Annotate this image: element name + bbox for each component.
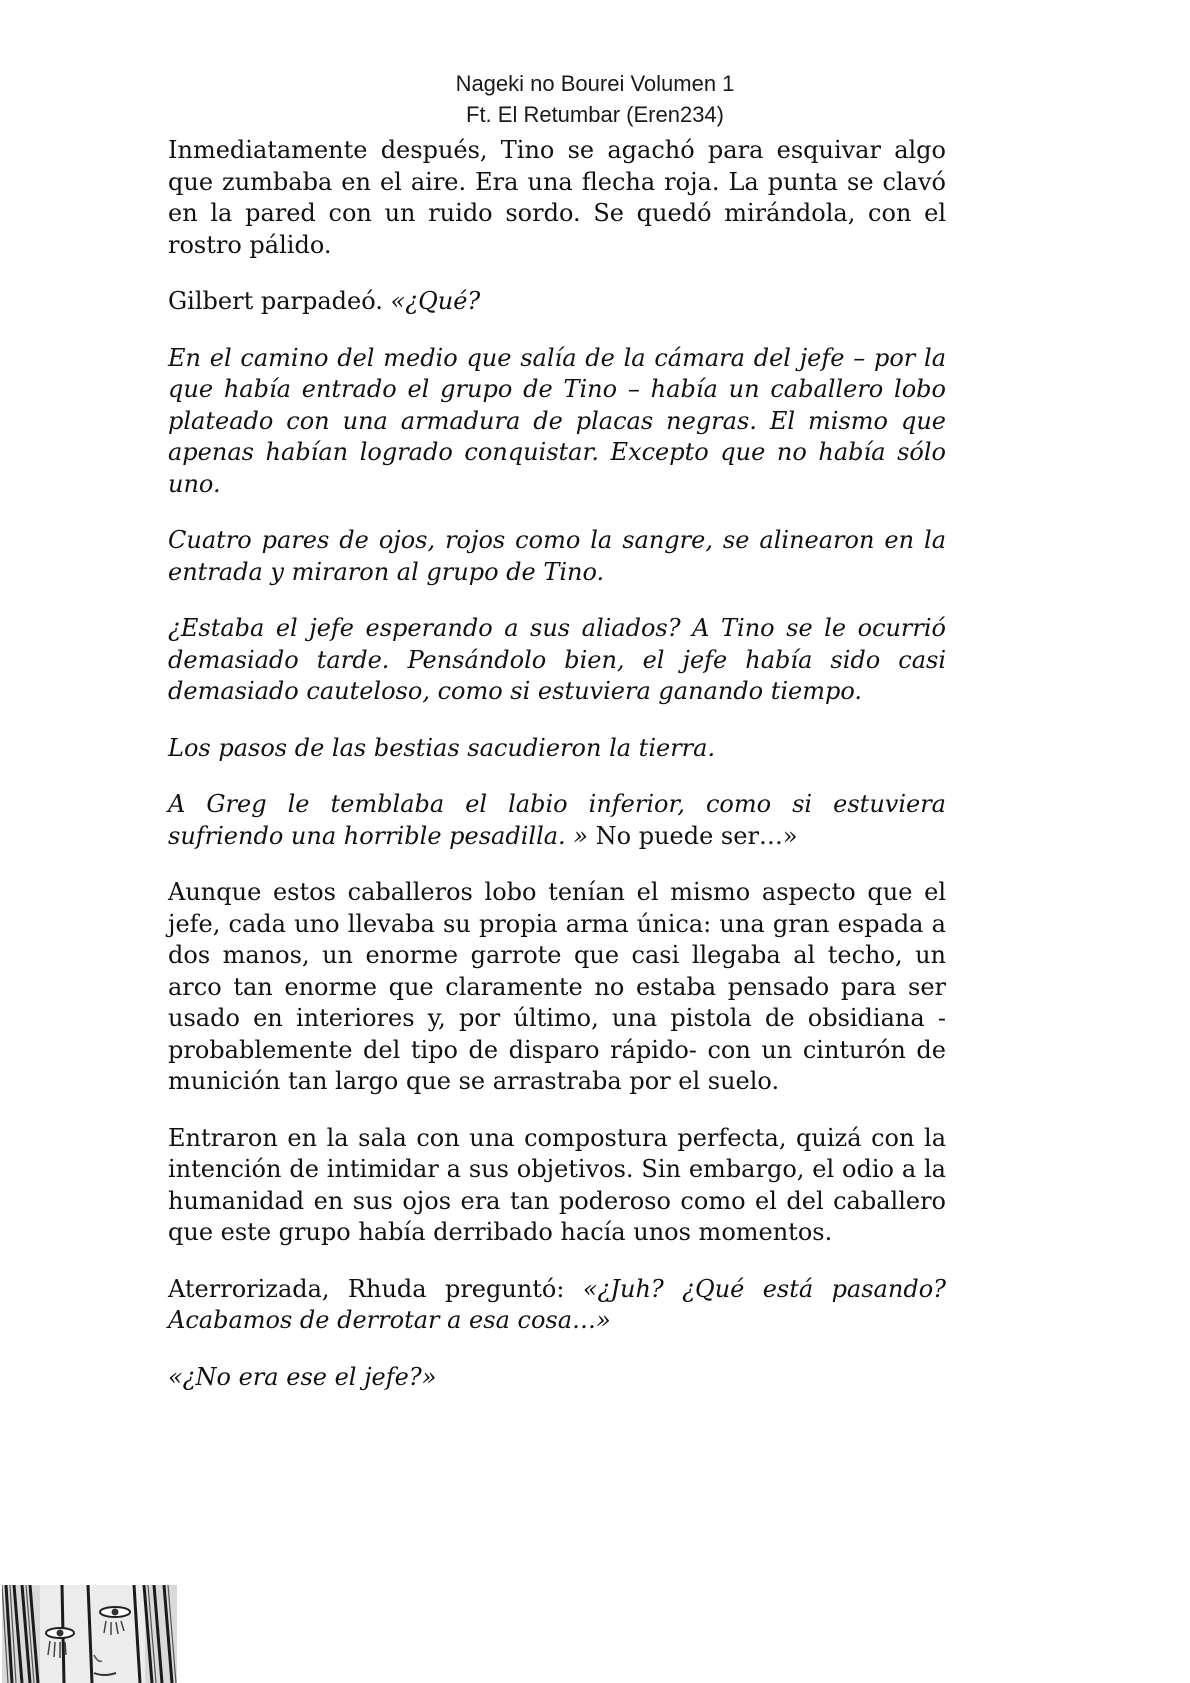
paragraph (168, 789, 946, 852)
text-segment-italic: Cuatro pares de ojos, rojos como la sangre, se alinearon en la entrada y miraron al grupo de Tino. (168, 526, 946, 586)
character-illustration (2, 1585, 177, 1683)
page-header (0, 68, 1190, 130)
text-segment: No puede ser…» (588, 821, 798, 850)
paragraph (168, 135, 946, 261)
paragraph (168, 733, 946, 765)
text-segment-italic: Los pasos de las bestias sacudieron la tierra. (168, 733, 716, 762)
paragraph (168, 343, 946, 501)
document-subtitle: Ft. El Retumbar (Eren234) (466, 102, 724, 127)
paragraph (168, 286, 946, 318)
text-segment: Inmediatamente después, Tino se agachó para esquivar algo que zumbaba en el aire. Era una flecha roja. La punta se clavó en la pared con un ruido sordo. Se quedó mirándola, con el rostro pálido. (168, 136, 946, 259)
text-segment-italic: «¿Juh? ¿Qué está pasando? Acabamos de derrotar a esa cosa…» (168, 1274, 947, 1334)
paragraph (168, 877, 946, 1098)
paragraph (168, 525, 946, 588)
paragraph (168, 1123, 946, 1249)
document-title: Nageki no Bourei Volumen 1 (455, 71, 735, 96)
paragraph (168, 613, 946, 708)
text-segment-italic: En el camino del medio que salía de la cámara del jefe – por la que había entrado el grupo de Tino – había un caballero lobo plateado con una armadura de placas negras. El mismo que apenas habían logrado conquistar. Excepto que no había sólo uno. (168, 343, 946, 498)
body-text (168, 135, 946, 1418)
text-segment-italic: A Greg le temblaba el labio inferior, como si estuviera sufriendo una horrible pesadilla. » (168, 790, 946, 850)
paragraph (168, 1362, 946, 1394)
paragraph (168, 1274, 946, 1337)
text-segment-italic: ¿Estaba el jefe esperando a sus aliados? A Tino se le ocurrió demasiado tarde. Pensándolo bien, el jefe había sido casi demasiado cauteloso, como si estuviera ganando tiempo. (168, 614, 946, 705)
manga-portrait-icon (2, 1585, 177, 1683)
text-segment: Aunque estos caballeros lobo tenían el mismo aspecto que el jefe, cada uno llevaba su propia arma única: una gran espada a dos manos, un enorme garrote que casi llegaba al techo, un arco tan enorme que claramente no estaba pensado para ser usado en interiores y, por último, una pistola de obsidiana -probablemente del tipo de disparo rápido- con un cinturón de munición tan largo que se arrastraba por el suelo. (168, 878, 946, 1095)
text-segment: Entraron en la sala con una compostura perfecta, quizá con la intención de intimidar a sus objetivos. Sin embargo, el odio a la humanidad en sus ojos era tan poderoso como el del caballero que este grupo había derribado hacía unos momentos. (168, 1123, 946, 1246)
text-segment: Aterrorizada, Rhuda preguntó: (168, 1274, 583, 1303)
text-segment: Gilbert parpadeó. (168, 287, 391, 315)
text-segment-italic: «¿Qué? (390, 287, 481, 315)
text-segment-italic: «¿No era ese el jefe?» (168, 1362, 437, 1391)
